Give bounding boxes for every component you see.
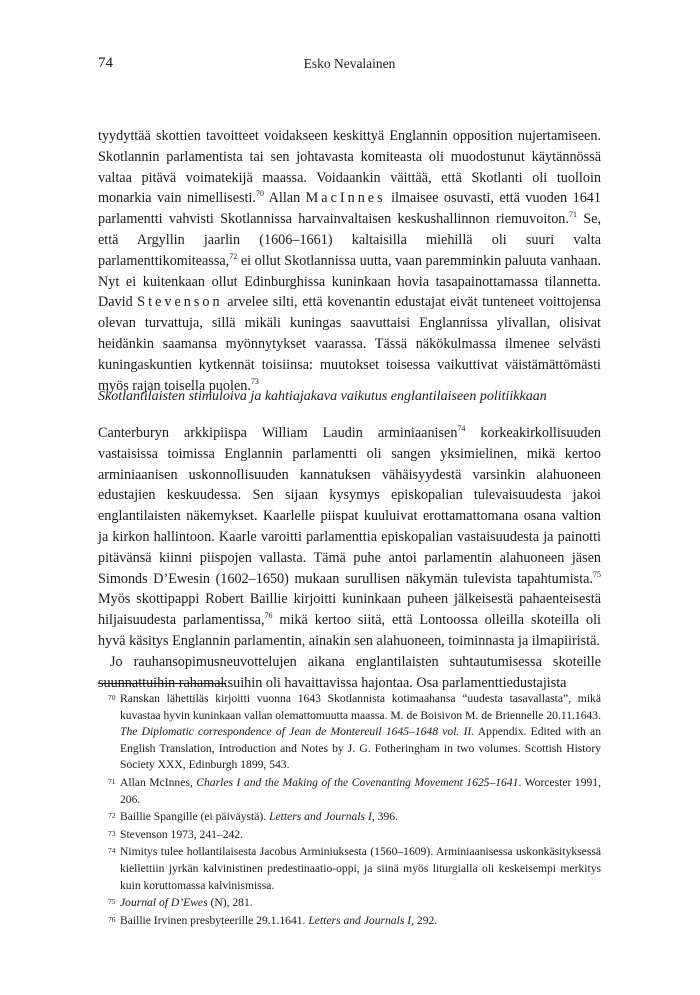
- footnote-text: Stevenson 1973, 241–242.: [120, 827, 244, 841]
- paragraph: tyydyttää skottien tavoitteet voidakseen keskittyä Englannin opposition nujertamiseen. Skotlannin parlamentista tai sen johtavasta komiteasta oli muodostunut käytännössä valtaa pitävä voimatekijä maassa. Voidaankin väittää, että Skotlanti oli tuolloin monarkia vain nimellisesti.$^{70}$ Allan MacInnes ilmaisee osuvasti, että vuoden 1641 parlamentti vahvisti Skotlannissa harvainvaltaisen keskushallinnon riemuvoiton.$^{71}$ Se, että Argyllin jaarlin (1606–1661) kaltaisilla miehillä oli suuri valta parlamenttikomiteassa,$^{72}$ ei ollut Skotlannissa uutta, vaan paremminkin paluuta vanhaan. Nyt ei kuitenkaan ollut Edinburghissa kuninkaan hovia tasapainottamassa tilannetta. David Stevenson arvelee silti, että kovenantin edustajat eivät tunteneet voittojensa olevan turvattuja, sillä mikäli kuningas saavuttaisi Englannissa ylivallan, olisivat heidänkin saamansa myönnytykset vaarassa. Tässä näkökulmassa ilmenee selvästi kuningaskuntien kytkennät toisiinsa: muutokset toisessa vaikuttivat väistämättömästi myös rajan toisella puolen.$^{73}$: [98, 128, 601, 394]
- paragraph: Canterburyn arkkipiispa William Laudin arminiaanisen$^{74}$ korkeakirkollisuuden vastaisissa toimissa Englannin parlamentti oli sangen yksimielinen, mikä kertoo arminiaanisen uskonnollisuuden kannatuksen vähäisyydestä varsinkin alahuoneen edustajien keskuudessa. Sen sijaan kysymys episkopalian tulevaisuudesta jakoi englantilaisten näkemykset. Kaarlelle piispat kuuluivat erottamattomana osana valtion ja kirkon hallintoon. Kaarle varoitti parlamenttia episkopalian vastaisuudesta ja painotti pitävänsä kiinni piispojen vallasta. Tämä puhe antoi parlamentin alahuoneen jäsen Simonds D’Ewesin (1602–1650) mukaan surullisen näkymän tulevista tapahtumista.$^{75}$ Myös skottipappi Robert Baillie kirjoitti kuninkaan puheen jälkeisestä pahaenteisestä hiljaisuudesta parlamentissa,$^{76}$ mikä kertoo siitä, että Lontoossa olleilla skoteilla oli hyvä käsitys Englannin parlamentin, ainakin sen alahuoneen, toiminnasta ja ilmapiiristä.: [98, 424, 601, 649]
- book-page: [98, 55, 601, 927]
- footnote-ref-70[interactable]: 70: [255, 189, 264, 199]
- footnotes: [98, 691, 601, 930]
- section-heading: Skotlantilaisten stimuloiva ja kahtiajakava vaikutus englantilaiseen politiikkaan: [98, 389, 547, 404]
- footnote-text: Allan McInnes, Charles I and the Making of the Covenanting Movement 1625–1641. Worcester 1991, 206.: [120, 775, 601, 806]
- body-paragraph-2: [98, 423, 601, 693]
- page-number: 74: [98, 55, 113, 71]
- footnote: [98, 827, 601, 844]
- footnote-text: Nimitys tulee hollantilaisesta Jacobus Arminiuksesta (1560–1609). Arminiaanisessa uskonkäsityksessä kiellettiin jyrkän kalvinistinen predestinaatio-oppi, ja siinä myös liturgialla oli keskeisempi merkitys kuin koruttomassa kalvinismissa.: [120, 845, 601, 892]
- footnote: [98, 809, 601, 826]
- footnote-number: 72: [108, 811, 116, 821]
- author-name-stevenson: Stevenson: [137, 294, 223, 311]
- footnote: [98, 775, 601, 808]
- running-head-author: Esko Nevalainen: [303, 56, 396, 71]
- footnote-ref-76[interactable]: 76: [264, 611, 273, 621]
- footnote-number: 76: [108, 914, 116, 924]
- footnote-ref-72[interactable]: 72: [229, 251, 238, 261]
- footnote: [98, 691, 601, 774]
- footnote-text: Journal of D’Ewes (N), 281.: [120, 896, 253, 910]
- paragraph: Jo rauhansopimusneuvottelujen aikana englantilaisten suhtautumisessa skoteille suunnattuihin rahamaksuihin oli havaittavissa hajontaa. Osa parlamenttiedustajista: [98, 653, 601, 691]
- footnote-ref-74[interactable]: 74: [457, 424, 466, 433]
- footnote-ref-71[interactable]: 71: [568, 210, 577, 220]
- footnote-number: 70: [108, 693, 116, 702]
- body-paragraph-1: [98, 126, 601, 396]
- footnote-separator: [98, 683, 226, 684]
- footnote-number: 75: [108, 897, 116, 907]
- footnote: [98, 913, 601, 930]
- footnote: [98, 844, 601, 894]
- footnote-number: 71: [108, 776, 116, 786]
- footnote-number: 73: [108, 828, 116, 838]
- footnote-number: 74: [108, 846, 116, 856]
- footnote: [98, 895, 601, 912]
- footnote-text: Baillie Irvinen presbyteerille 29.1.1641. Letters and Journals I, 292.: [120, 913, 438, 927]
- footnote-ref-73[interactable]: 73: [250, 376, 259, 386]
- footnote-text: Baillie Spangille (ei päiväystä). Letters and Journals I, 396.: [120, 810, 398, 824]
- running-head: [98, 55, 601, 77]
- footnote-text: Ranskan lähettiläs kirjoitti vuonna 1643 Skotlannista kotimaahansa “uudesta tasavallasta”, mikä kuvastaa hyvin kuninkaan vallan olemattomuutta maassa. M. de Boisivon M. de Briennelle 20.11.1643. The Diplomatic correspondence of Jean de Montereuil 1645–1648 vol. II. Appendix. Edited with an English Translation, Introduction and Notes by J. G. Fotheringham in two volumes. Scottish History Society XXX, Edinburgh 1899, 543.: [120, 692, 601, 772]
- author-name-macinnes: MacInnes: [305, 190, 386, 207]
- footnote-ref-75[interactable]: 75: [593, 569, 601, 579]
